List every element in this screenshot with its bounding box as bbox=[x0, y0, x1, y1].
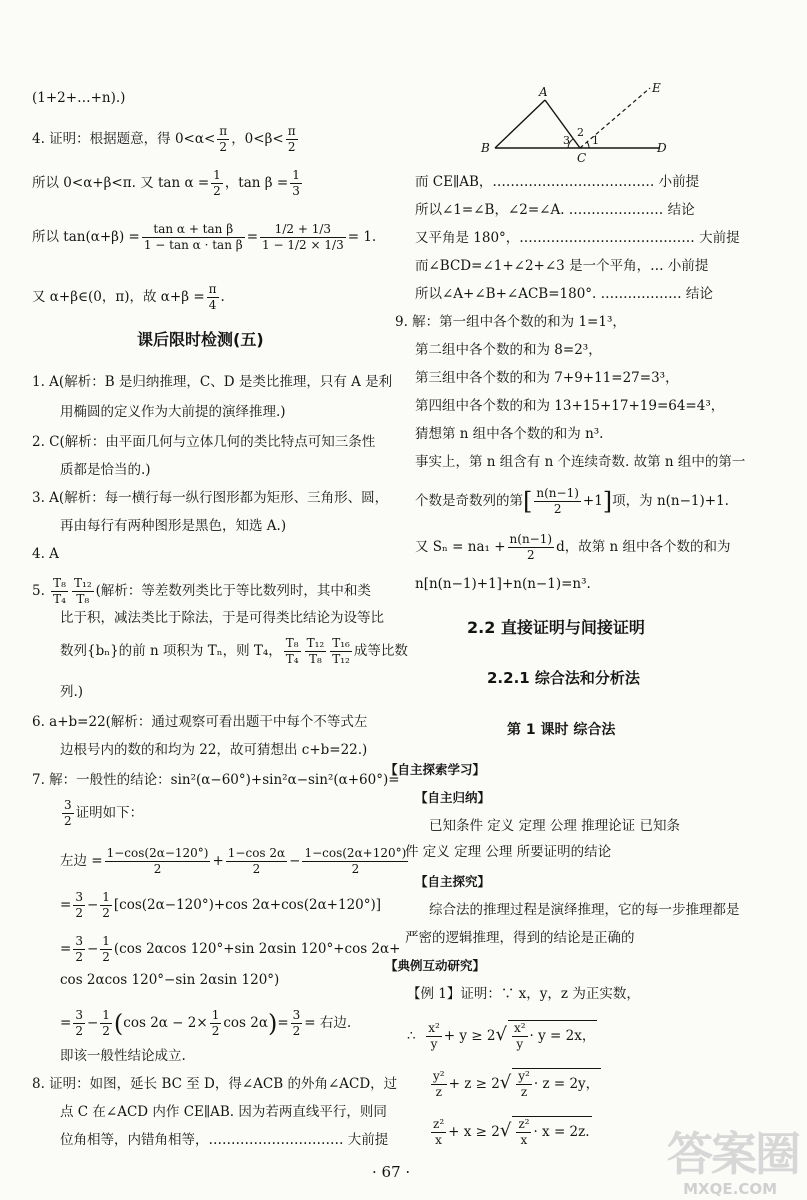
label-e: E bbox=[652, 81, 661, 95]
label-a: A bbox=[539, 85, 548, 99]
equation-line4: cos 2αcos 120°−sin 2αsin 120°) bbox=[60, 972, 280, 988]
answer-9-line: 第二组中各个数的和为 8=2³， bbox=[415, 342, 602, 358]
answer-9-line: 第三组中各个数的和为 7+9+11=27=3³， bbox=[415, 370, 679, 386]
tag-examples: 【典例互动研究】 bbox=[385, 958, 486, 973]
answer-6-line2: 边根号内的数的和均为 22，故可猜想出 c+b=22.) bbox=[60, 742, 368, 758]
conclusion-7: 即该一般性结论成立. bbox=[60, 1048, 186, 1064]
label-b: B bbox=[481, 141, 490, 155]
answer-8-line1: 8. 证明：如图，延长 BC 至 D，得∠ACB 的外角∠ACD，过 bbox=[32, 1076, 398, 1092]
proof-line: 所以∠A+∠B+∠ACB=180°. ……………… 结论 bbox=[415, 286, 713, 302]
proof-line: 而∠BCD=∠1+∠2+∠3 是一个平角，… 小前提 bbox=[415, 258, 709, 274]
answer-7-line2: $\frac{3}{2}$ 证明如下： bbox=[64, 798, 144, 828]
angle-2: 2 bbox=[577, 126, 584, 139]
answer-3-line1: 3. A(解析：每一横行每一纵行图形都为矩形、三角形、圆， bbox=[32, 490, 389, 506]
equation-line5: = $\frac{3}{2}$ − $\frac{1}{2}$ (cos 2α − 2× $\frac{1}{2}$ cos 2α)= $\frac{3}{2}$ = 右边. bbox=[60, 1008, 352, 1038]
equation-line2: = $\frac{3}{2}$ − $\frac{1}{2}$ [cos(2α−120°)+cos 2α+cos(2α+120°)] bbox=[60, 890, 382, 920]
proof-4-line1: 4. 证明：根据题意，得 0<α< $\frac{\pi}{2}$ ，0<β< $\frac{\pi}{2}$ bbox=[32, 124, 296, 154]
tag-explore: 【自主探索学习】 bbox=[385, 762, 486, 777]
answer-6-line1: 6. a+b=22(解析：通过观察可看出题干中每个不等式左 bbox=[32, 714, 368, 730]
answer-5-line3: 数列{bₙ}的前 n 项积为 Tₙ，则 T₄， $\frac{\text{T₈}}{\text{T₄}}$ $\frac{\text{T₁₂}}{\text{T₈}}$ $\frac{\text{T₁₆}}{\text{T₁₂}}$ 成等比数 bbox=[60, 636, 408, 666]
inequality-3: $\frac{\text{z²}}{x}$ + x ≥ 2√ $\frac{\text{z²}}{x}$ · x = 2z. bbox=[433, 1117, 590, 1147]
answer-9-line1: 9. 解：第一组中各个数的和为 1=1³， bbox=[395, 314, 626, 330]
equation-line1: 左边 = $\frac{1-\cos(2\alpha-120^\circ)}{2}$ + $\frac{1-\cos 2\alpha}{2}$ − $\frac{1-\cos(2\alpha+120^\circ)}{2}$ bbox=[60, 846, 407, 876]
inequality-1: ∴ $\frac{\text{x²}}{y}$ + y ≥ 2√ $\frac{\text{x²}}{y}$ · y = 2x， bbox=[407, 1021, 596, 1051]
summary-line1: 已知条件 定义 定理 公理 推理论证 已知条 bbox=[429, 818, 680, 834]
equation-line3: = $\frac{3}{2}$ − $\frac{1}{2}$ (cos 2αcos 120°+sin 2αsin 120°+cos 2α+ bbox=[60, 934, 401, 964]
answer-5-line4: 列.) bbox=[60, 684, 84, 700]
answer-3-line2: 再由每行有两种图形是黑色，知选 A.) bbox=[60, 518, 287, 534]
answer-9-line: n[n(n−1)+1]+n(n−1)=n³. bbox=[415, 576, 591, 592]
proof-line: 又平角是 180°，………………………………… 大前提 bbox=[415, 230, 740, 246]
proof-4-line3: 所以 tan(α+β) = $\frac{\text{tan α + tan β}}{\text{1 − tan α · tan β}}$ = $\frac{1/2 + 1/3}{1 - 1/2 \times 1/3}$ = 1. bbox=[32, 222, 377, 252]
inquiry-line1: 综合法的推理过程是演绎推理，它的每一步推理都是 bbox=[429, 902, 740, 918]
proof-line: 而 CE∥AB，……………………………… 小前提 bbox=[415, 174, 700, 190]
tag-inquiry: 【自主探究】 bbox=[415, 874, 491, 889]
proof-4-line2: 所以 0<α+β<π. 又 tan α = $\frac{1}{2}$ ，tan β = $\frac{1}{3}$ bbox=[32, 168, 300, 198]
answer-1-line1: 1. A(解析：B 是归纳推理，C、D 是类比推理，只有 A 是利 bbox=[32, 374, 393, 390]
answer-8-line3: 位角相等，内错角相等，………………………… 大前提 bbox=[60, 1132, 389, 1148]
watermark-logo: 答案圈 bbox=[667, 1127, 799, 1181]
label-c: C bbox=[577, 151, 587, 165]
answer-9-line: 又 Sₙ = na₁ + $\frac{n(n-1)}{2}$ d，故第 n 组中各个数的和为 bbox=[415, 532, 731, 562]
watermark-url: MXQE.COM bbox=[683, 1180, 777, 1198]
answer-9-line: 第四组中各个数的和为 13+15+17+19=64=4³， bbox=[415, 398, 725, 414]
answer-2-line2: 质都是恰当的.) bbox=[60, 462, 151, 478]
summary-line2: 件 定义 定理 公理 所要证明的结论 bbox=[405, 844, 612, 860]
answer-1-line2: 用椭圆的定义作为大前提的演绎推理.) bbox=[60, 404, 286, 420]
answer-8-line2: 点 C 在∠ACD 内作 CE∥AB. 因为若两直线平行，则同 bbox=[60, 1104, 387, 1120]
answer-9-line: 个数是奇数列的第[ $\frac{n(n-1)}{2}$ +1]项，为 n(n−1)+1. bbox=[415, 486, 729, 516]
angle-3: 3 bbox=[563, 134, 570, 147]
lesson-title: 第 1 课时 综合法 bbox=[507, 722, 616, 738]
text-line: (1+2+…+n).) bbox=[32, 90, 126, 106]
answer-9-line: 猜想第 n 组中各个数的和为 n³. bbox=[415, 426, 604, 442]
angle-1: 1 bbox=[592, 134, 599, 147]
label-d: D bbox=[657, 141, 667, 155]
answer-2-line1: 2. C(解析：由平面几何与立体几何的类比特点可知三条性 bbox=[32, 434, 376, 450]
subsection-title: 2.2.1 综合法和分析法 bbox=[487, 669, 640, 687]
answer-9-line: 事实上，第 n 组含有 n 个连续奇数. 故第 n 组中的第一 bbox=[415, 454, 746, 470]
section-heading: 课后限时检测(五) bbox=[137, 330, 264, 349]
geometry-figure bbox=[395, 80, 750, 165]
proof-4-line4: 又 α+β∈(0，π)，故 α+β = $\frac{\pi}{4}$ . bbox=[32, 282, 225, 312]
answer-5-line2: 比于积，减法类比于除法，于是可得类比结论为设等比 bbox=[60, 610, 384, 626]
inquiry-line2: 严密的逻辑推理，得到的结论是正确的 bbox=[405, 930, 635, 946]
example-1-line1: 【例 1】证明：∵ x，y，z 为正实数， bbox=[407, 986, 640, 1002]
inequality-2: $\frac{\text{y²}}{z}$ + z ≥ 2√ $\frac{\text{y²}}{z}$ · z = 2y， bbox=[433, 1069, 600, 1099]
proof-line: 所以∠1=∠B，∠2=∠A. ………………… 结论 bbox=[415, 202, 695, 218]
answer-5-line1: 5. $\frac{\text{T₈}}{\text{T₄}}$ $\frac{\text{T₁₂}}{\text{T₈}}$ (解析：等差数列类比于等比数列时，其中和类 bbox=[32, 576, 371, 606]
page-number: · 67 · bbox=[372, 1163, 411, 1181]
answer-4: 4. A bbox=[32, 546, 59, 562]
tag-summary: 【自主归纳】 bbox=[415, 790, 491, 805]
section-title: 2.2 直接证明与间接证明 bbox=[467, 618, 645, 637]
answer-7-line1: 7. 解：一般性的结论：sin²(α−60°)+sin²α−sin²(α+60°)= bbox=[32, 772, 400, 788]
